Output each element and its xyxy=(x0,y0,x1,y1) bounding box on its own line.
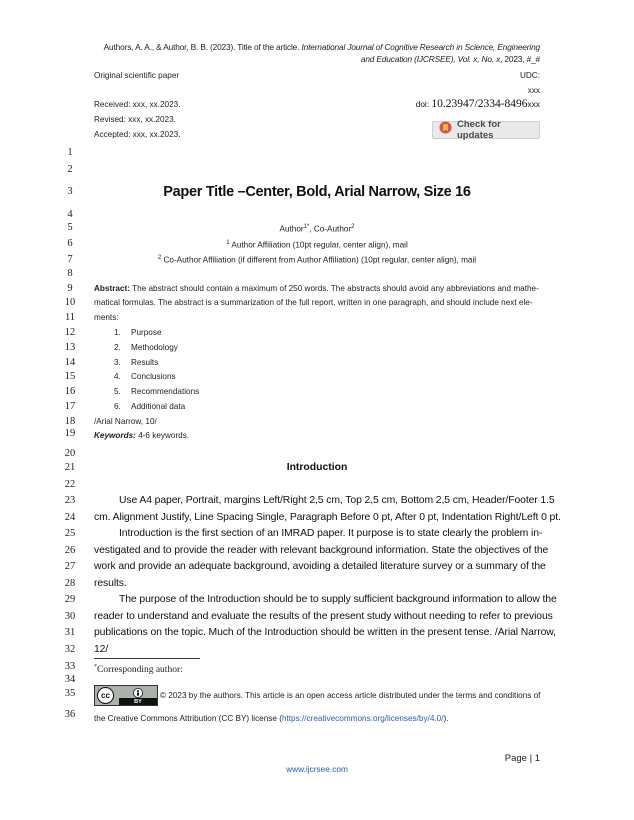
intro-paragraph-line: results. xyxy=(94,578,127,589)
affiliation-2: $^2$ Co-Author Affiliation (if different from Author Affiliation) (10pt regular, center align), mail xyxy=(157,255,477,265)
keywords: Keywords: 4-6 keywords. xyxy=(94,431,190,440)
received-date: Received: xxx, xx.2023. xyxy=(94,100,181,109)
line-number: 17 xyxy=(64,401,76,412)
line-number: 3 xyxy=(67,186,73,197)
section-heading-introduction: Introduction xyxy=(286,462,348,473)
person-icon xyxy=(119,687,157,698)
page-title: Paper Title –Center, Bold, Arial Narrow, Size 16 xyxy=(163,184,471,200)
line-number: 5 xyxy=(67,222,73,233)
line-number: 22 xyxy=(64,479,76,490)
line-number: 10 xyxy=(64,297,76,308)
page-number: Page | 1 xyxy=(504,753,540,764)
line-number: 1 xyxy=(67,147,73,158)
cc-by-license-badge[interactable] xyxy=(94,685,158,706)
citation-line-2: and Education (IJCRSEE), Vol. x, No. x, 2023, #_# xyxy=(360,54,540,64)
list-item: 4. Conclusions xyxy=(114,372,176,381)
intro-paragraph-line: The purpose of the Introduction should be to supply sufficient background information to allow the xyxy=(119,594,557,605)
line-number: 16 xyxy=(64,386,76,397)
intro-paragraph-line: cm. Alignment Justify, Line Spacing Single, Paragraph Before 0 pt, After 0 pt, Indentation Right/Left 0 pt. xyxy=(94,512,561,523)
line-number: 26 xyxy=(64,545,76,556)
revised-date: Revised: xxx, xx.2023. xyxy=(94,115,176,124)
line-number: 2 xyxy=(67,164,73,175)
line-number: 30 xyxy=(64,611,76,622)
line-number: 36 xyxy=(64,709,76,720)
list-item: 3. Results xyxy=(114,358,159,367)
line-number: 6 xyxy=(67,238,73,249)
author-line: Author$^{1*}$, Co-Author$^2$ xyxy=(279,224,355,234)
line-number: 31 xyxy=(64,627,76,638)
abstract-line-3: ments: xyxy=(94,313,119,322)
check-for-updates-button[interactable] xyxy=(432,121,540,139)
line-number: 14 xyxy=(64,357,76,368)
footnote-corresponding-author: *Corresponding author: xyxy=(94,664,183,676)
intro-paragraph-line: vestigated and to provide the reader with relevant background information. State the objectives of the xyxy=(94,545,549,556)
line-number: 27 xyxy=(64,561,76,572)
check-for-updates-label: Check for updates xyxy=(457,119,501,141)
cc-icon: cc xyxy=(97,687,114,704)
line-number: 18 xyxy=(64,416,76,427)
intro-paragraph-line: Use A4 paper, Portrait, margins Left/Right 2,5 cm, Top 2,5 cm, Bottom 2,5 cm, Header/Footer 1.5 xyxy=(119,495,555,506)
udc-value: xxx xyxy=(527,86,540,95)
doi[interactable]: doi: 10.23947/2334-8496xxx xyxy=(415,98,540,110)
footnote-divider xyxy=(94,658,200,659)
line-number: 35 xyxy=(64,688,76,699)
license-text-line-1: © 2023 by the authors. This article is an open access article distributed under the terms and conditions of xyxy=(160,691,541,700)
affiliation-1: $^1$ Author Affiliation (10pt regular, center align), mail xyxy=(226,240,408,250)
line-number: 23 xyxy=(64,495,76,506)
line-number: 9 xyxy=(67,283,73,294)
line-number: 25 xyxy=(64,528,76,539)
intro-paragraph-line: work and provide an adequate background, avoiding a detailed literature survey or a summary of the xyxy=(94,561,546,572)
intro-paragraph-line: 12/ xyxy=(94,644,109,655)
intro-paragraph-line: Introduction is the first section of an IMRAD paper. It purpose is to state clearly the problem in- xyxy=(119,528,543,539)
intro-paragraph-line: reader to understand and evaluate the results of the present study without needing to refer to previous xyxy=(94,611,553,622)
intro-paragraph-line: publications on the topic. Much of the Introduction should be written in the present tense. /Arial Narrow, xyxy=(94,627,556,638)
udc-label: UDC: xyxy=(519,71,540,80)
line-number: 12 xyxy=(64,327,76,338)
line-number: 19 xyxy=(64,428,76,439)
line-number: 24 xyxy=(64,512,76,523)
website-link[interactable]: www.ijcrsee.com xyxy=(286,764,348,774)
bookmark-icon xyxy=(439,121,452,139)
list-item: 6. Additional data xyxy=(114,402,186,411)
accepted-date: Accepted: xxx, xx.2023. xyxy=(94,130,181,139)
list-item: 2. Methodology xyxy=(114,343,178,352)
list-item: 5. Recommendations xyxy=(114,387,200,396)
by-label-box: BY xyxy=(119,698,157,705)
line-number: 32 xyxy=(64,644,76,655)
license-text-line-2: the Creative Commons Attribution (CC BY) license (https://creativecommons.org/licenses/by/4.0/). xyxy=(94,714,449,723)
paper-type: Original scientific paper xyxy=(94,71,180,80)
license-link[interactable]: https://creativecommons.org/licenses/by/4.0/ xyxy=(281,714,444,723)
line-number: 8 xyxy=(67,268,73,279)
line-number: 20 xyxy=(64,448,76,459)
line-number: 7 xyxy=(67,254,73,265)
abstract-line-2: matical formulas. The abstract is a summarization of the full report, written in one paragraph, and should include next ele- xyxy=(94,298,533,307)
abstract-line-1: Abstract: The abstract should contain a maximum of 250 words. The abstracts should avoid any abbreviations and mathe- xyxy=(94,284,539,293)
line-number: 15 xyxy=(64,371,76,382)
line-number: 33 xyxy=(64,661,76,672)
citation-line-1: Authors, A. A., & Author, B. B. (2023). Title of the article. International Journal of Cognitive Research in Science, Engineering xyxy=(103,42,540,52)
line-number: 13 xyxy=(64,342,76,353)
line-number: 28 xyxy=(64,578,76,589)
list-item: 1. Purpose xyxy=(114,328,162,337)
line-number: 4 xyxy=(67,209,73,220)
line-number: 29 xyxy=(64,594,76,605)
line-number: 11 xyxy=(64,312,76,323)
line-number: 21 xyxy=(64,462,76,473)
line-number: 34 xyxy=(64,674,76,685)
font-note: /Arial Narrow, 10/ xyxy=(94,417,157,426)
